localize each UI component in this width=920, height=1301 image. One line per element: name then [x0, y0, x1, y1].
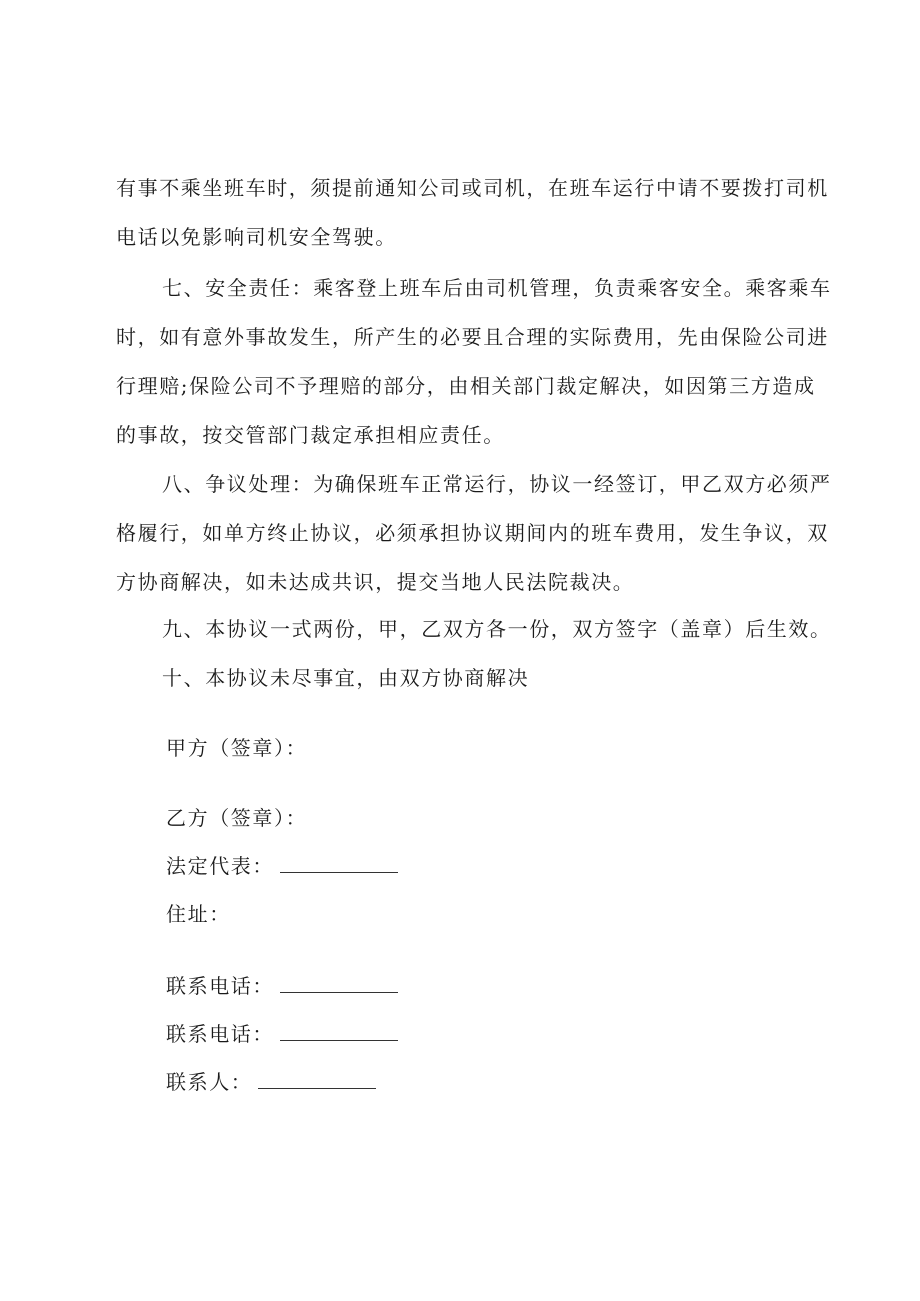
party-a-label: 甲方（签章）：	[166, 736, 308, 760]
phone-line-2	[166, 1020, 398, 1048]
phone-blank-1[interactable]	[280, 974, 398, 993]
phone-label-1: 联系电话：	[166, 974, 274, 998]
phone-label-2: 联系电话：	[166, 1022, 274, 1046]
paragraph-ten-other: 十、本协议未尽事宜，由双方协商解决	[162, 666, 530, 690]
address-label: 住址：	[166, 902, 231, 926]
contact-label: 联系人：	[166, 1070, 253, 1094]
contact-blank[interactable]	[258, 1070, 376, 1089]
legal-representative-line	[166, 852, 398, 880]
paragraph-seven-safety: 七、安全责任：乘客登上班车后由司机管理，负责乘客安全。乘客乘车时，如有意外事故发生，所产生的必要且合理的实际费用，先由保险公司进行理赔;保险公司不予理赔的部分，由相关部门裁定解决，如因第三方造成的事故，按交管部门裁定承担相应责任。	[116, 276, 832, 447]
paragraph-eight-dispute: 八、争议处理：为确保班车正常运行，协议一经签订，甲乙双方必须严格履行，如单方终止协议，必须承担协议期间内的班车费用，发生争议，双方协商解决，如未达成共识，提交当地人民法院裁决。	[116, 472, 832, 594]
paragraph-continuation: 有事不乘坐班车时，须提前通知公司或司机，在班车运行中请不要拨打司机电话以免影响司机安全驾驶。	[116, 176, 829, 249]
phone-blank-2[interactable]	[280, 1022, 398, 1041]
address-line	[166, 900, 231, 928]
legal-representative-blank[interactable]	[280, 854, 398, 873]
paragraph-nine-copies: 九、本协议一式两份，甲，乙双方各一份，双方签字（盖章）后生效。	[162, 617, 832, 641]
legal-representative-label: 法定代表：	[166, 854, 274, 878]
contact-line	[166, 1068, 376, 1096]
party-b-label: 乙方（签章）：	[166, 806, 308, 830]
party-a-signature	[166, 734, 307, 762]
party-b-signature	[166, 804, 307, 832]
phone-line-1	[166, 972, 398, 1000]
